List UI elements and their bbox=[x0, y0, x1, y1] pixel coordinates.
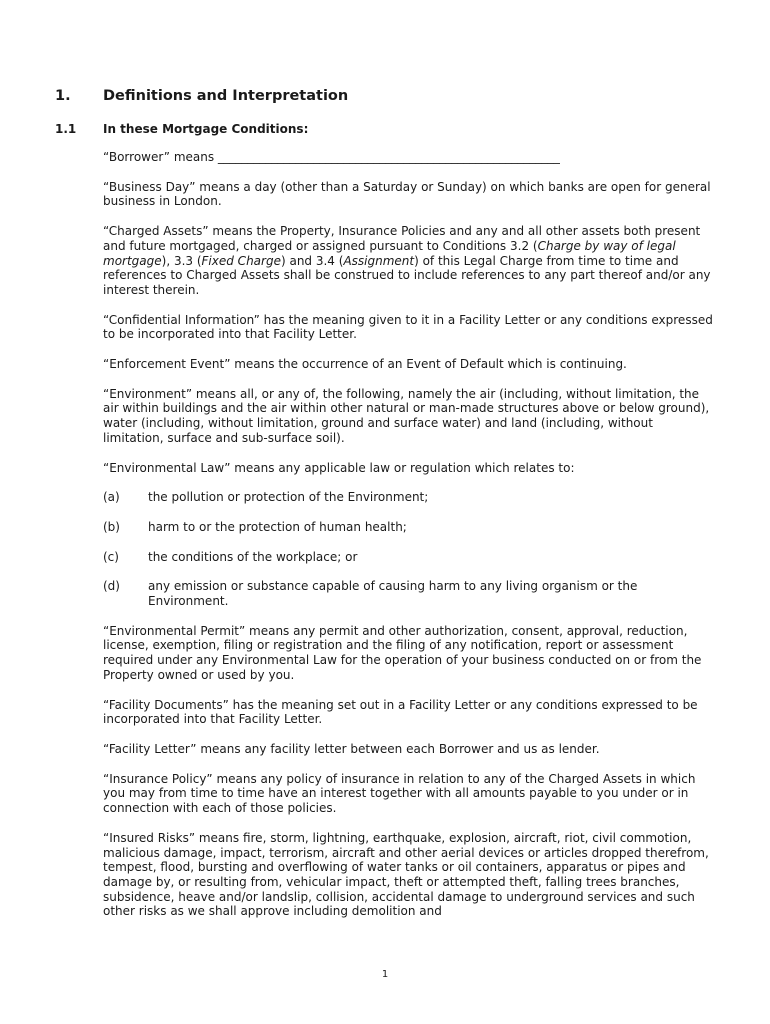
charged-assets-italic-3: Assignment bbox=[343, 253, 415, 268]
definition-borrower: “Borrower” means _________________________________________________________ bbox=[103, 150, 560, 164]
definitions-list bbox=[103, 150, 715, 934]
list-item bbox=[103, 550, 715, 565]
section-number: 1. bbox=[55, 88, 71, 104]
charged-assets-italic-1: Charge by way of legal mortgage bbox=[103, 238, 676, 268]
list-item-text: the conditions of the workplace; or bbox=[148, 549, 358, 564]
section-title: Definitions and Interpretation bbox=[103, 88, 349, 104]
charged-assets-text-2: ), 3.3 ( bbox=[161, 253, 202, 268]
list-item-label: (b) bbox=[103, 519, 120, 534]
list-item bbox=[103, 520, 715, 535]
definition-environmental-permit: “Environmental Permit” means any permit and other authorization, consent, approval, reduction, license, exemption, filing or registration and the filing of any notification, report or assessment required under any Environmental Law for the operation of your business conducted on or from the Property owned or used by you. bbox=[103, 623, 702, 682]
charged-assets-italic-2: Fixed Charge bbox=[201, 253, 281, 268]
list-item-text: harm to or the protection of human health; bbox=[148, 519, 407, 534]
definition-confidential-information: “Confidential Information” has the meaning given to it in a Facility Letter or any conditions expressed to be incorporated into that Facility Letter. bbox=[103, 312, 713, 342]
definition-insurance-policy: “Insurance Policy” means any policy of insurance in relation to any of the Charged Assets in which you may from time to time have an interest together with all amounts payable to you under or in connection with each of those policies. bbox=[103, 771, 696, 816]
list-item bbox=[103, 579, 715, 608]
list-item-label: (a) bbox=[103, 490, 120, 505]
charged-assets-text-1: “Charged Assets” means the Property, Insurance Policies and any and all other assets both present and future mortgaged, charged or assigned pursuant to Conditions 3.2 ( bbox=[103, 224, 701, 253]
definition-facility-letter: “Facility Letter” means any facility letter between each Borrower and us as lender. bbox=[103, 741, 600, 756]
clause-title: In these Mortgage Conditions: bbox=[103, 122, 309, 136]
charged-assets-text-3: ) and 3.4 ( bbox=[280, 253, 344, 268]
list-item bbox=[103, 490, 715, 505]
page-number: 1 bbox=[381, 969, 389, 980]
definition-facility-documents: “Facility Documents” has the meaning set out in a Facility Letter or any conditions expressed to be incorporated into that Facility Letter. bbox=[103, 697, 698, 727]
list-item-label: (c) bbox=[103, 549, 119, 564]
definition-business-day: “Business Day” means a day (other than a Saturday or Sunday) on which banks are open for general business in London. bbox=[103, 179, 711, 209]
charged-assets-text-4: ) of this Legal Charge from time to time and references to Charged Assets shall be construed to include references to any part thereof and/or any interest therein. bbox=[103, 253, 711, 297]
list-item-text: any emission or substance capable of causing harm to any living organism or the Environment. bbox=[148, 579, 638, 609]
definition-insured-risks: “Insured Risks” means fire, storm, lightning, earthquake, explosion, aircraft, riot, civil commotion, malicious damage, impact, terrorism, aircraft and other aerial devices or articles dropped therefrom, tempest, flood, bursting and overflowing of water tanks or oil containers, apparatus or pipes and damage by, or resulting from, vehicular impact, theft or attempted theft, falling trees branches, subsidence, heave and/or landslip, collision, accidental damage to underground services and such other risks as we shall approve including demolition and bbox=[103, 830, 709, 919]
definition-environmental-law: “Environmental Law” means any applicable law or regulation which relates to: bbox=[103, 460, 575, 475]
list-item-text: the pollution or protection of the Environment; bbox=[148, 490, 429, 505]
list-item-label: (d) bbox=[103, 579, 120, 594]
definition-charged-assets bbox=[103, 224, 715, 298]
definition-environment: “Environment” means all, or any of, the following, namely the air (including, without limitation, the air within buildings and the air within other natural or man-made structures above or below ground), water (including, without limitation, ground and surface water) and land (including, without limitation, surface and sub-surface soil). bbox=[103, 386, 710, 445]
definition-enforcement-event: “Enforcement Event” means the occurrence of an Event of Default which is continuing. bbox=[103, 357, 627, 372]
clause-number: 1.1 bbox=[55, 122, 77, 136]
